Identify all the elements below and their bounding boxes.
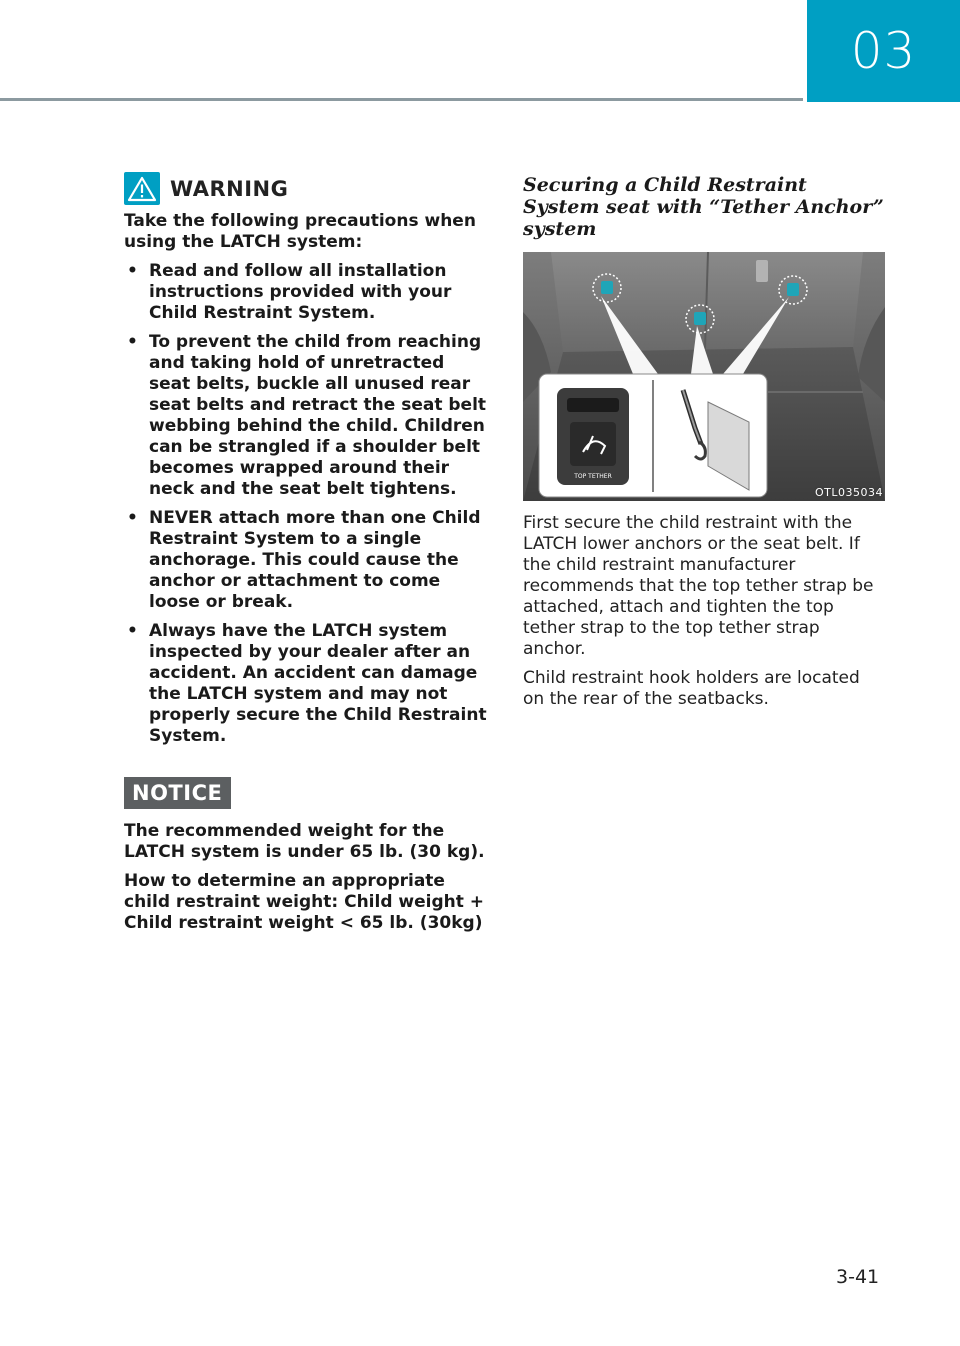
warning-triangle-icon <box>124 172 160 205</box>
body-paragraph: First secure the child restraint with the LATCH lower anchors or the seat belt. If the child restraint manufacturer recommends that the top tether strap be attached, attach and tighten the top tether strap to the top tether strap anchor. <box>523 513 874 659</box>
warning-list <box>124 261 488 747</box>
body-paragraph: Child restraint hook holders are located on the rear of the seatbacks. <box>523 668 860 709</box>
header-rule <box>0 98 803 101</box>
bullet-icon: • <box>127 332 138 352</box>
section-title: Securing a Child Restraint System seat with “Tether Anchor” system <box>523 174 884 240</box>
bullet-icon: • <box>127 508 138 528</box>
warning-header <box>124 172 488 205</box>
notice-paragraph: How to determine an appropriate child restraint weight: Child weight + Child restraint weight < 65 lb. (30kg) <box>124 871 485 933</box>
chapter-tab <box>807 0 960 102</box>
notice-paragraph: The recommended weight for the LATCH system is under 65 lb. (30 kg). <box>124 821 485 862</box>
warning-item <box>124 508 488 613</box>
warning-item-text: To prevent the child from reaching and taking hold of unretracted seat belts, buckle all unused rear seat belts and retract the seat belt webbing behind the child. Children can be strangled if a shoulder belt becomes wrapped around their neck and the seat belt tightens. <box>149 332 487 499</box>
cargo-area-illustration <box>523 252 885 501</box>
bullet-icon: • <box>127 261 138 281</box>
warning-title: WARNING <box>170 176 289 201</box>
left-column <box>124 172 488 934</box>
tether-anchor-figure <box>523 252 885 501</box>
warning-item <box>124 621 488 747</box>
warning-intro: Take the following precautions when using the LATCH system: <box>124 211 476 252</box>
inset-label: TOP TETHER <box>574 473 612 480</box>
page-number: 3-41 <box>836 1266 880 1288</box>
warning-item-text: NEVER attach more than one Child Restraint System to a single anchorage. This could cause the anchor or attachment to come loose or break. <box>149 508 481 612</box>
chapter-number: 03 <box>850 22 917 80</box>
warning-item <box>124 332 488 500</box>
right-column <box>523 172 885 710</box>
notice-badge <box>124 777 231 809</box>
top-tether-cover <box>557 388 629 485</box>
warning-item-text: Always have the LATCH system inspected by your dealer after an accident. An accident can damage the LATCH system and may not properly secure the Child Restraint System. <box>149 621 487 746</box>
warning-item-text: Read and follow all installation instructions provided with your Child Restraint System. <box>149 261 452 323</box>
warning-item <box>124 261 488 324</box>
figure-code: OTL035034 <box>815 486 883 499</box>
notice-title: NOTICE <box>132 781 223 805</box>
bullet-icon: • <box>127 621 138 641</box>
